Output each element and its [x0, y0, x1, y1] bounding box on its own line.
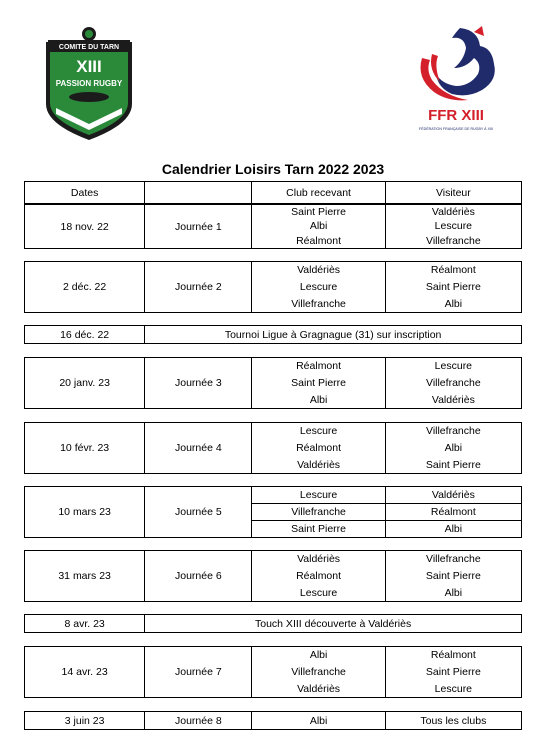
round-journee: Journée 3	[145, 358, 252, 409]
home-club: Lescure	[252, 487, 385, 504]
away-club: Albi	[385, 521, 521, 538]
home-clubs	[252, 205, 385, 249]
logo-left-bottom-text: PASSION RUGBY	[55, 79, 123, 88]
away-clubs	[385, 262, 521, 313]
round-row	[24, 204, 522, 249]
event-description: Touch XIII découverte à Valdériès	[145, 615, 522, 633]
home-clubs	[252, 262, 385, 313]
calendar-header	[24, 181, 522, 204]
away-club: Saint Pierre	[425, 569, 481, 582]
home-club: Valdériès	[297, 458, 341, 471]
home-club: Villefranche	[291, 665, 346, 678]
away-clubs	[385, 647, 521, 698]
away-club: Villefranche	[426, 553, 481, 566]
home-club: Réalmont	[296, 569, 342, 582]
logo-left-mid-text: XIII	[76, 57, 102, 76]
away-club: Réalmont	[430, 649, 476, 662]
home-club: Saint Pierre	[291, 376, 346, 389]
ffr-xiii-logo	[408, 24, 504, 136]
round-journee: Journée 8	[145, 712, 252, 730]
round-date: 2 déc. 22	[25, 262, 145, 313]
away-club: Villefranche	[426, 376, 481, 389]
home-club: Lescure	[299, 425, 338, 438]
home-club: Valdériès	[297, 553, 341, 566]
home-club: Réalmont	[296, 234, 342, 247]
away-club: Saint Pierre	[425, 458, 481, 471]
away-clubs	[385, 423, 521, 474]
logo-right-main-text: FFR XIII	[428, 107, 484, 124]
page-title: Calendrier Loisirs Tarn 2022 2023	[161, 161, 385, 177]
away-club: Albi	[444, 441, 463, 454]
round-journee: Journée 7	[145, 647, 252, 698]
away-club: Lescure	[434, 360, 473, 373]
away-club: Réalmont	[430, 264, 476, 277]
round-date: 3 juin 23	[25, 712, 145, 730]
round-row	[24, 422, 522, 474]
round-date: 14 avr. 23	[25, 647, 145, 698]
logo-left-top-text: COMITE DU TARN	[58, 44, 120, 51]
round-journee: Journée 6	[145, 551, 252, 602]
header-club-recevant: Club recevant	[252, 182, 385, 204]
away-clubs	[385, 551, 521, 602]
home-club: Albi	[309, 220, 328, 233]
round-date: 10 févr. 23	[25, 423, 145, 474]
round-journee: Journée 2	[145, 262, 252, 313]
round-row	[24, 486, 522, 538]
round-journee: Journée 5	[145, 487, 252, 538]
home-club: Albi	[309, 393, 328, 406]
home-club: Albi	[252, 712, 385, 730]
home-club: Villefranche	[252, 504, 385, 521]
home-club: Albi	[309, 649, 328, 662]
home-clubs	[252, 647, 385, 698]
round-row	[24, 646, 522, 698]
home-club: Lescure	[299, 586, 338, 599]
round-row	[24, 357, 522, 409]
round-date: 18 nov. 22	[25, 205, 145, 249]
logo-right-sub-text: FÉDÉRATION FRANÇAISE DE RUGBY À XIII	[419, 127, 493, 131]
home-club: Valdériès	[297, 264, 341, 277]
away-club: Lescure	[434, 220, 473, 233]
home-clubs	[252, 551, 385, 602]
round-row	[24, 550, 522, 602]
home-club: Saint Pierre	[291, 206, 346, 219]
away-club: Villefranche	[426, 425, 481, 438]
comite-du-tarn-logo	[42, 26, 136, 142]
away-clubs	[385, 205, 521, 249]
away-clubs	[385, 358, 521, 409]
round-row	[24, 261, 522, 313]
home-club: Valdériès	[297, 682, 341, 695]
event-row	[24, 614, 522, 633]
away-club: Albi	[444, 586, 463, 599]
event-date: 16 déc. 22	[25, 326, 145, 344]
away-club: Saint Pierre	[425, 280, 481, 293]
away-club: Valdériès	[431, 206, 475, 219]
round-date: 20 janv. 23	[25, 358, 145, 409]
header-dates: Dates	[25, 182, 145, 204]
home-clubs	[252, 358, 385, 409]
home-club: Saint Pierre	[252, 521, 385, 538]
header-journee	[145, 182, 252, 204]
round-row	[24, 711, 522, 730]
round-date: 10 mars 23	[25, 487, 145, 538]
home-club: Réalmont	[296, 441, 342, 454]
round-date: 31 mars 23	[25, 551, 145, 602]
away-club: Villefranche	[426, 234, 481, 247]
home-club: Lescure	[299, 280, 338, 293]
round-journee: Journée 1	[145, 205, 252, 249]
away-club: Réalmont	[385, 504, 521, 521]
away-club: Saint Pierre	[425, 665, 481, 678]
away-club: Tous les clubs	[385, 712, 521, 730]
away-club: Lescure	[434, 682, 473, 695]
home-club: Villefranche	[291, 297, 346, 310]
event-date: 8 avr. 23	[25, 615, 145, 633]
header-visiteur: Visiteur	[385, 182, 521, 204]
away-club: Albi	[444, 297, 463, 310]
home-clubs	[252, 423, 385, 474]
event-row	[24, 325, 522, 344]
round-journee: Journée 4	[145, 423, 252, 474]
away-club: Valdériès	[385, 487, 521, 504]
event-description: Tournoi Ligue à Gragnague (31) sur inscription	[145, 326, 522, 344]
home-club: Réalmont	[296, 360, 342, 373]
away-club: Valdériès	[431, 393, 475, 406]
